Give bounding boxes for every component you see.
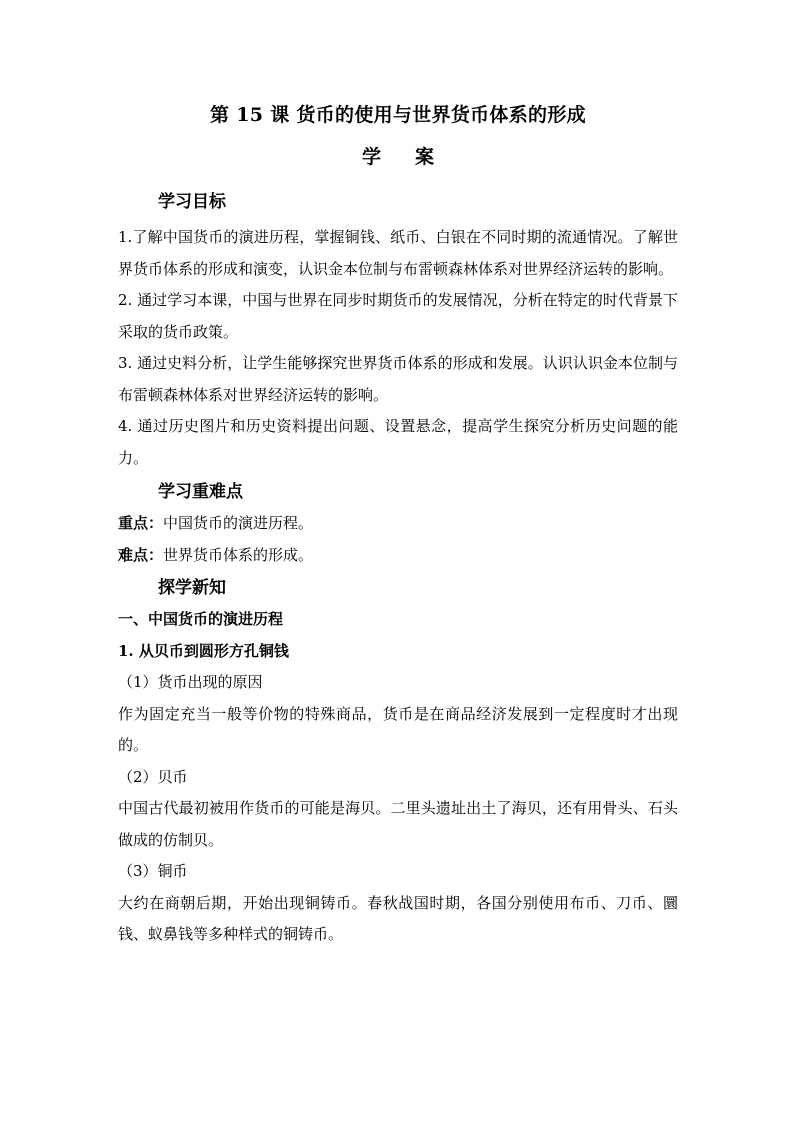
section-heading-explore: 探学新知 (158, 578, 226, 598)
section-heading-key-points: 学习重难点 (158, 482, 243, 502)
item2-text: 中国古代最初被用作货币的可能是海贝。二里头遗址出土了海贝，还有用骨头、石头做成的仿制贝。 (118, 799, 678, 849)
difficulty-line (118, 540, 678, 572)
section-heading-goals: 学习目标 (158, 192, 226, 212)
focus-text: 中国货币的演进历程。 (163, 514, 314, 532)
item3-text: 大约在商朝后期，开始出现铜铸币。春秋战国时期，各国分别使用布币、刀币、圜钱、蚁鼻钱等多种样式的铜铸币。 (118, 893, 678, 943)
part-one-title: 一、中国货币的演进历程 (118, 610, 284, 628)
sub-one-title: 1. 从贝币到圆形方孔铜钱 (118, 641, 289, 660)
document-body (118, 100, 678, 951)
document-title: 第 15 课 货币的使用与世界货币体系的形成 (210, 104, 586, 126)
focus-line (118, 508, 678, 540)
goal-item-4: 4. 通过历史图片和历史资料提出问题、设置悬念，提高学生探究分析历史问题的能力。 (118, 417, 678, 467)
document-subtitle: 学案 (361, 146, 468, 168)
difficulty-label: 难点： (118, 545, 164, 564)
goal-item-1: 1.了解中国货币的演进历程，掌握铜钱、纸币、白银在不同时期的流通情况。了解世界货币体系的形成和演变，认识金本位制与布雷顿森林体系对世界经济运转的影响。 (118, 228, 678, 278)
item2-label: （2）贝币 (118, 767, 188, 786)
focus-label: 重点： (118, 514, 164, 532)
goal-item-3: 3. 通过史料分析，让学生能够探究世界货币体系的形成和发展。认识认识金本位制与布雷顿森林体系对世界经济运转的影响。 (118, 354, 678, 404)
item1-text: 作为固定充当一般等价物的特殊商品，货币是在商品经济发展到一定程度时才出现的。 (118, 704, 678, 754)
difficulty-text: 世界货币体系的形成。 (163, 545, 314, 564)
item3-label: （3）铜币 (118, 862, 188, 880)
goal-item-2: 2. 通过学习本课，中国与世界在同步时期货币的发展情况，分析在特定的时代背景下采取的货币政策。 (118, 291, 678, 341)
item1-label: （1）货币出现的原因 (118, 673, 263, 691)
